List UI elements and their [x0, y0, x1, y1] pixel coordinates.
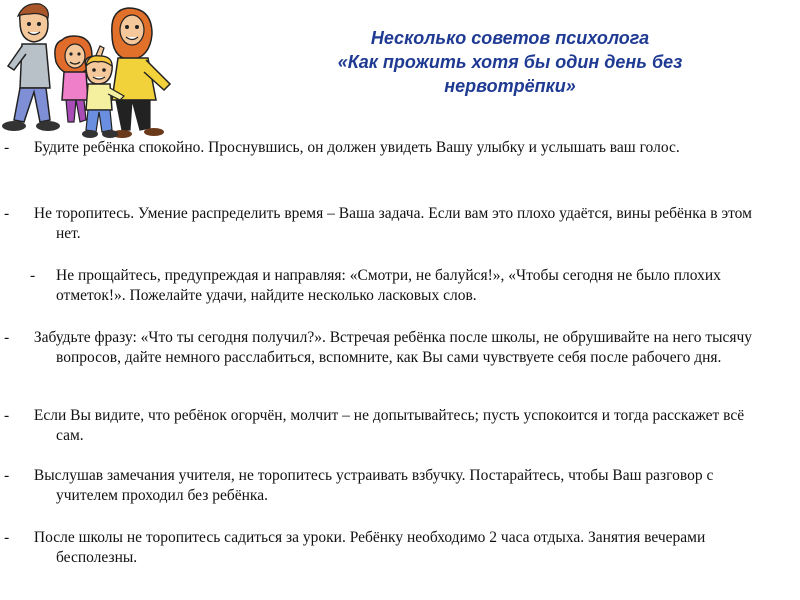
tip-1: - Будите ребёнка спокойно. Проснувшись, он должен увидеть Вашу улыбку и услышать ваш голос. — [4, 139, 680, 156]
mother-figure — [112, 8, 170, 138]
tip-text: Не торопитесь. Умение распределить время – Ваша задача. Если вам это плохо удаётся, вины ребёнка в этом нет. — [33, 205, 752, 242]
title-line-2: «Как прожить хотя бы один день без — [337, 52, 683, 72]
title-line-1: Несколько советов психолога — [370, 28, 650, 48]
tip-6: - Выслушав замечания учителя, не торопитесь устраивать взбучку. Постарайтесь, чтобы Ваш разговор с учителем проходил без ребёнка. — [4, 467, 714, 504]
family-clipart-illustration — [0, 0, 190, 140]
tip-4: - Забудьте фразу: «Что ты сегодня получил?». Встречая ребёнка после школы, не обрушивайте на него тысячу вопросов, дайте немного расслабиться, вспомните, как Вы сами чувствуете себя после рабочего дня. — [4, 329, 753, 366]
tip-text: После школы не торопитесь садиться за уроки. Ребёнку необходимо 2 часа отдыха. Занятия вечерами бесполезны. — [33, 529, 706, 566]
tip-3 — [30, 266, 775, 305]
title-line-3: нервотрёпки» — [444, 76, 576, 96]
tip-text: Будите ребёнка спокойно. Проснувшись, он должен увидеть Вашу улыбку и услышать ваш голос. — [33, 139, 680, 156]
tip-text: Забудьте фразу: «Что ты сегодня получил?». Встречая ребёнка после школы, не обрушивайте на него тысячу вопросов, дайте немного расслабиться, вспомните, как Вы сами чувствуете себя после рабочего дня. — [33, 329, 753, 366]
tip-marker: - — [30, 267, 36, 284]
tip-2: - Не торопитесь. Умение распределить время – Ваша задача. Если вам это плохо удаётся, вины ребёнка в этом нет. — [4, 205, 752, 242]
tip-text: Выслушав замечания учителя, не торопитесь устраивать взбучку. Постарайтесь, чтобы Ваш разговор с учителем проходил без ребёнка. — [33, 467, 714, 504]
tip-5: - Если Вы видите, что ребёнок огорчён, молчит – не допытывайтесь; пусть успокоится и тогда расскажет всё сам. — [4, 407, 745, 444]
father-figure — [2, 4, 60, 131]
tip-7: - После школы не торопитесь садиться за уроки. Ребёнку необходимо 2 часа отдыха. Занятия вечерами бесполезны. — [4, 529, 706, 566]
tip-text: Не прощайтесь, предупреждая и направляя: «Смотри, не балуйся!», «Чтобы сегодня не было плохих отметок!». Пожелайте удачи, найдите несколько ласковых слов. — [56, 267, 721, 304]
page-title — [250, 26, 770, 98]
tip-text: Если Вы видите, что ребёнок огорчён, молчит – не допытывайтесь; пусть успокоится и тогда расскажет всё сам. — [33, 407, 745, 444]
